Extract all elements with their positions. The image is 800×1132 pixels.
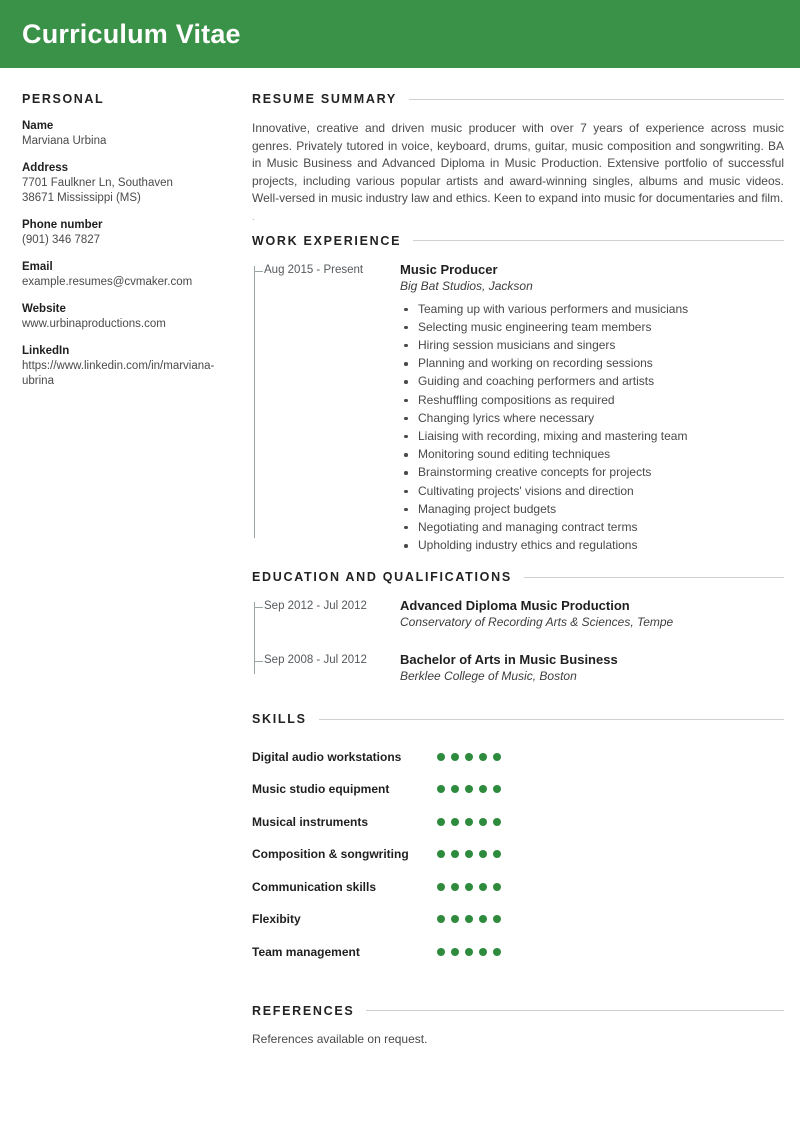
skill-rating-dots — [437, 753, 501, 761]
skill-dot-filled — [437, 850, 445, 858]
work-entry-bullets — [400, 300, 784, 555]
skill-dot-filled — [437, 948, 445, 956]
personal-field-value-line: Marviana Urbina — [22, 135, 107, 147]
skill-name: Team management — [252, 944, 360, 959]
skill-dot-filled — [479, 818, 487, 826]
timeline-rail — [254, 602, 255, 674]
section-rule — [524, 577, 784, 578]
skill-dot-filled — [437, 818, 445, 826]
skill-dot-filled — [493, 948, 501, 956]
skill-dot-filled — [493, 883, 501, 891]
skill-rating-dots — [437, 785, 501, 793]
skill-dot-filled — [437, 915, 445, 923]
resume-summary-section — [252, 92, 784, 222]
skill-row — [252, 740, 784, 773]
page-header-banner — [0, 0, 800, 68]
skill-row — [252, 870, 784, 903]
timeline-tick — [254, 661, 263, 662]
work-experience-section — [252, 234, 784, 555]
skill-name: Musical instruments — [252, 814, 369, 829]
skill-name: Communication skills — [252, 879, 377, 894]
personal-field-value — [22, 317, 224, 332]
page-body — [0, 68, 800, 1050]
skill-name: Flexibity — [252, 912, 301, 927]
personal-field — [22, 219, 224, 248]
personal-field-label: Website — [22, 303, 66, 315]
personal-field-label: Address — [22, 162, 69, 174]
personal-field-label: Name — [22, 120, 54, 132]
personal-field-label: Email — [22, 261, 53, 273]
skill-dot-filled — [493, 753, 501, 761]
skill-dot-filled — [451, 850, 459, 858]
skill-dot-filled — [465, 818, 473, 826]
skill-rating-dots — [437, 948, 501, 956]
section-title: RESUME SUMMARY — [252, 92, 397, 106]
skill-dot-filled — [451, 948, 459, 956]
skill-dot-filled — [451, 883, 459, 891]
education-entry-degree: Advanced Diploma Music Production — [400, 598, 630, 614]
personal-field-value-line: https://www.linkedin.com/in/marviana-ubrina — [22, 360, 215, 387]
education-timeline — [252, 598, 784, 690]
personal-field-list — [22, 120, 224, 389]
skill-dot-filled — [465, 850, 473, 858]
work-entry-role: Music Producer — [400, 261, 498, 277]
skill-row — [252, 773, 784, 806]
skill-dot-filled — [465, 753, 473, 761]
skill-dot-filled — [479, 785, 487, 793]
education-entry-degree: Bachelor of Arts in Music Business — [400, 652, 618, 668]
skill-dot-filled — [451, 915, 459, 923]
personal-field-value-line: 7701 Faulkner Ln, Southaven — [22, 177, 173, 189]
work-bullet-item: Teaming up with various performers and musicians — [400, 300, 784, 318]
section-rule — [366, 1010, 784, 1011]
work-entry — [264, 262, 784, 555]
skill-dot-filled — [465, 915, 473, 923]
work-bullet-item: Upholding industry ethics and regulations — [400, 536, 784, 554]
skill-rating-dots — [437, 850, 501, 858]
skill-dot-filled — [437, 883, 445, 891]
work-entry-body — [400, 262, 784, 555]
section-header — [252, 234, 784, 248]
work-entry-date: Aug 2015 - Present — [264, 263, 364, 276]
personal-field-value-line: example.resumes@cvmaker.com — [22, 276, 193, 288]
skill-rating-list — [252, 740, 784, 968]
education-entry-body — [400, 652, 784, 690]
section-header — [252, 570, 784, 584]
skill-dot-filled — [493, 785, 501, 793]
skill-dot-filled — [437, 753, 445, 761]
timeline-rail — [254, 266, 255, 539]
education-entry-date: Sep 2008 - Jul 2012 — [264, 654, 367, 667]
education-entry-institution: Berklee College of Music, Boston — [400, 669, 577, 684]
skill-dot-filled — [465, 785, 473, 793]
personal-field-label: Phone number — [22, 219, 103, 231]
work-timeline — [252, 262, 784, 555]
skill-dot-filled — [451, 785, 459, 793]
personal-field-value — [22, 359, 224, 389]
education-entry-list — [264, 598, 784, 690]
skill-row — [252, 903, 784, 936]
references-section — [252, 1004, 784, 1046]
timeline-tick — [254, 271, 263, 272]
education-entry-date: Sep 2012 - Jul 2012 — [264, 600, 367, 613]
personal-field-value — [22, 134, 224, 149]
skill-rating-dots — [437, 915, 501, 923]
resume-summary-text: Innovative, creative and driven music producer with over 7 years of experience across music genres. Privately tutored in voice, keyboard, drums, guitar, music composition and songwriting. BA in Music Business and Advanced Diploma in Music Production. Extensive portfolio of successful projects, including various popular artists and award-winning singles, albums and music videos. Well-versed in music industry law and ethics. Keen to expand into music for documentaries and film. — [252, 121, 784, 205]
skills-section — [252, 712, 784, 968]
section-header — [252, 92, 784, 106]
skill-dot-filled — [451, 818, 459, 826]
work-bullet-item: Brainstorming creative concepts for projects — [400, 463, 784, 481]
section-rule — [409, 99, 784, 100]
skill-dot-filled — [493, 818, 501, 826]
references-text: References available on request. — [252, 1031, 428, 1046]
personal-field — [22, 303, 224, 332]
section-title: REFERENCES — [252, 1003, 355, 1018]
timeline-tick — [254, 607, 263, 608]
section-title: WORK EXPERIENCE — [252, 233, 402, 248]
personal-field — [22, 162, 224, 206]
work-bullet-item: Selecting music engineering team members — [400, 318, 784, 336]
skill-dot-filled — [479, 883, 487, 891]
skill-dot-filled — [451, 753, 459, 761]
personal-sidebar — [22, 92, 236, 1050]
skill-dot-filled — [479, 915, 487, 923]
education-entry — [264, 652, 784, 690]
education-entry-institution: Conservatory of Recording Arts & Sciences, Tempe — [400, 615, 674, 630]
work-bullet-item: Monitoring sound editing techniques — [400, 445, 784, 463]
skill-dot-filled — [493, 850, 501, 858]
personal-field-value-line: (901) 346 7827 — [22, 234, 101, 246]
skill-dot-filled — [479, 948, 487, 956]
section-rule — [319, 719, 784, 720]
section-header — [252, 1004, 784, 1018]
personal-field — [22, 345, 224, 389]
sidebar-heading: PERSONAL — [22, 92, 105, 106]
skill-dot-filled — [465, 948, 473, 956]
education-entry — [264, 598, 784, 636]
work-bullet-item: Reshuffling compositions as required — [400, 391, 784, 409]
skill-dot-filled — [493, 915, 501, 923]
personal-field-value — [22, 176, 224, 206]
education-entry-body — [400, 598, 784, 636]
personal-field-value — [22, 233, 224, 248]
education-section — [252, 570, 784, 690]
personal-field-value-line: www.urbinaproductions.com — [22, 318, 166, 330]
personal-field — [22, 261, 224, 290]
personal-field — [22, 120, 224, 149]
section-rule — [413, 240, 784, 241]
skill-row — [252, 805, 784, 838]
section-title: EDUCATION AND QUALIFICATIONS — [252, 570, 512, 585]
personal-field-label: LinkedIn — [22, 345, 70, 357]
skill-row — [252, 838, 784, 871]
personal-field-value — [22, 275, 224, 290]
skill-name: Composition & songwriting — [252, 847, 409, 862]
skill-dot-filled — [465, 883, 473, 891]
section-title: SKILLS — [252, 712, 307, 727]
work-bullet-item: Managing project budgets — [400, 500, 784, 518]
work-entry-list — [264, 262, 784, 555]
skill-rating-dots — [437, 818, 501, 826]
skill-name: Digital audio workstations — [252, 749, 402, 764]
work-bullet-item: Cultivating projects' visions and direction — [400, 482, 784, 500]
skill-dot-filled — [437, 785, 445, 793]
page-title: Curriculum Vitae — [22, 18, 241, 49]
section-header — [252, 712, 784, 726]
skill-dot-filled — [479, 753, 487, 761]
work-bullet-item: Hiring session musicians and singers — [400, 336, 784, 354]
work-bullet-item: Planning and working on recording sessions — [400, 354, 784, 372]
personal-field-value-line: 38671 Mississippi (MS) — [22, 192, 141, 204]
work-entry-company: Big Bat Studios, Jackson — [400, 278, 533, 293]
main-content — [236, 92, 784, 1050]
skill-rating-dots — [437, 883, 501, 891]
work-bullet-item: Guiding and coaching performers and artists — [400, 372, 784, 390]
skill-row — [252, 935, 784, 968]
work-bullet-item: Negotiating and managing contract terms — [400, 518, 784, 536]
work-bullet-item: Changing lyrics where necessary — [400, 409, 784, 427]
skill-name: Music studio equipment — [252, 782, 390, 797]
skill-dot-filled — [479, 850, 487, 858]
work-bullet-item: Liaising with recording, mixing and mastering team — [400, 427, 784, 445]
summary-trailing-mark: . — [252, 211, 255, 222]
